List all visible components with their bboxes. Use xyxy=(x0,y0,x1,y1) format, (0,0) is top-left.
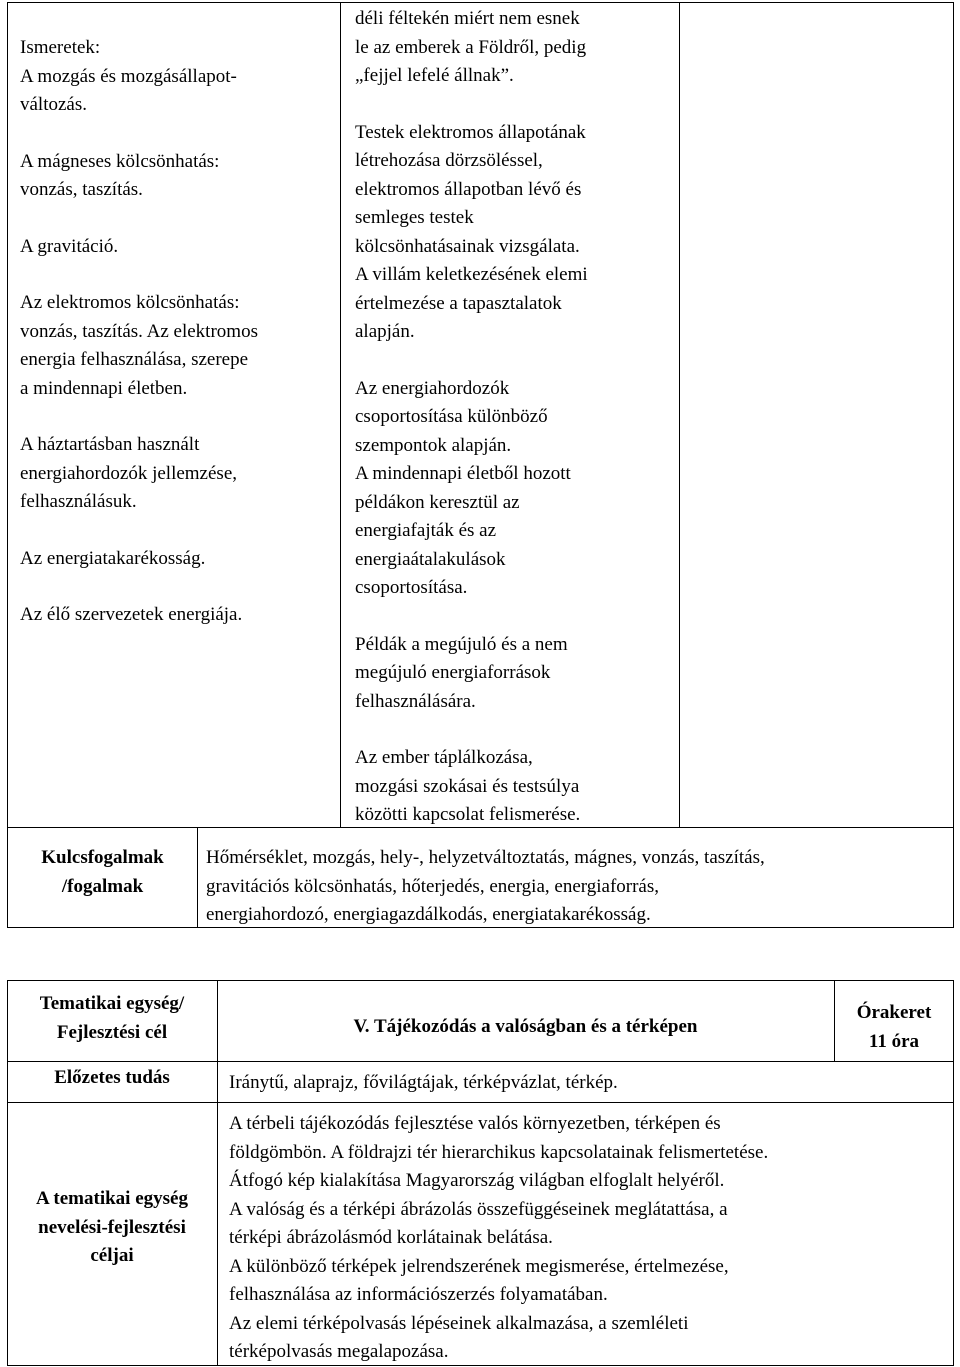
kulcsfogalmak-text-line: energiahordozó, energiagazdálkodás, energiatakarékosság. xyxy=(206,904,651,925)
fejlesztes-line: példákon keresztül az xyxy=(355,491,520,513)
table-border-top xyxy=(7,2,954,3)
fejlesztes-line: Az energiahordozók xyxy=(355,377,510,399)
fejlesztes-line: Példák a megújuló és a nem xyxy=(355,633,568,655)
kulcsfogalmak-label-line: Kulcsfogalmak xyxy=(41,847,164,868)
orakeret-cell xyxy=(834,999,954,1056)
fejlesztes-line: kölcsönhatásainak vizsgálata. xyxy=(355,235,580,257)
unit-header-label-line: Tematikai egység/ xyxy=(39,993,185,1014)
celok-text-line: A különböző térképek jelrendszerének megismerése, értelmezése, xyxy=(229,1255,729,1277)
fejlesztes-line: mozgási szokásai és testsúlya xyxy=(355,775,580,797)
unit-border-top xyxy=(7,980,954,981)
keyword-divider xyxy=(197,827,198,928)
column-divider-1 xyxy=(340,2,341,827)
fejlesztes-line: „fejjel lefelé állnak”. xyxy=(355,65,514,86)
celok-text-line: Az elemi térképolvasás lépéseinek alkalmazása, a szemléleti xyxy=(229,1312,689,1334)
table-border-right xyxy=(953,2,954,928)
column-divider-2 xyxy=(679,2,680,827)
orakeret-value: 11 óra xyxy=(868,1030,920,1052)
ismeretek-line: energia felhasználása, szerepe xyxy=(20,349,249,370)
ismeretek-line: energiahordozók jellemzése, xyxy=(20,462,237,484)
fejlesztes-line: szempontok alapján. xyxy=(355,434,512,456)
celok-label-line: A tematikai egység xyxy=(36,1188,188,1209)
celok-text-line: térképolvasás megalapozása. xyxy=(229,1341,449,1362)
ismeretek-line: Az elektromos kölcsönhatás: xyxy=(20,292,240,313)
ismeretek-line: A háztartásban használt xyxy=(20,434,200,455)
elozetes-tudas-text: Iránytű, alaprajz, fővilágtájak, térképvázlat, térkép. xyxy=(229,1072,618,1093)
table-border-left xyxy=(7,2,8,928)
ismeretek-line: vonzás, taszítás. xyxy=(20,179,143,200)
fejlesztes-line: le az emberek a Földről, pedig xyxy=(355,36,587,58)
fejlesztes-line: közötti kapcsolat felismerése. xyxy=(355,804,581,825)
unit-title: V. Tájékozódás a valóságban és a térképen xyxy=(353,1016,698,1037)
ismeretek-line: Az energiatakarékosság. xyxy=(20,547,206,569)
celok-text-line: Átfogó kép kialakítása Magyarország világban elfoglalt helyéről. xyxy=(229,1170,725,1191)
fejlesztes-line: csoportosítása. xyxy=(355,577,468,598)
celok-label-line: nevelési-fejlesztési xyxy=(38,1216,186,1238)
fejlesztes-line: déli féltekén miért nem esnek xyxy=(355,8,580,29)
celok-label xyxy=(7,1185,217,1271)
fejlesztes-line: semleges testek xyxy=(355,207,474,228)
fejlesztes-cell xyxy=(355,5,588,830)
ismeretek-line: a mindennapi életben. xyxy=(20,377,188,399)
celok-label-line: céljai xyxy=(90,1245,134,1266)
fejlesztes-line: Az ember táplálkozása, xyxy=(355,747,533,768)
ismeretek-line: felhasználásuk. xyxy=(20,491,137,512)
unit-row-divider-1 xyxy=(7,1061,954,1062)
celok-text-line: térképi ábrázolásmód korlátainak belátása. xyxy=(229,1227,553,1248)
fejlesztes-line: A villám keletkezésének elemi xyxy=(355,264,588,285)
fejlesztes-line: elektromos állapotban lévő és xyxy=(355,178,582,200)
fejlesztes-line: energiafajták és az xyxy=(355,520,497,541)
fejlesztes-line: A mindennapi életből hozott xyxy=(355,463,571,484)
ismeretek-line: vonzás, taszítás. Az elektromos xyxy=(20,320,258,342)
kulcsfogalmak-label-line: /fogalmak xyxy=(61,875,144,897)
kulcsfogalmak-text xyxy=(206,844,765,930)
kulcsfogalmak-label xyxy=(10,844,195,901)
orakeret-label: Órakeret xyxy=(856,1002,932,1023)
elozetes-tudas-label: Előzetes tudás xyxy=(54,1067,170,1088)
ismeretek-cell xyxy=(20,34,258,630)
fejlesztes-line: megújuló energiaforrások xyxy=(355,662,551,683)
celok-text-line: A valóság és a térképi ábrázolás összefüggéseinek meglátattása, a xyxy=(229,1198,728,1220)
ismeretek-line: Az élő szervezetek energiája. xyxy=(20,604,243,625)
unit-header-label-line: Fejlesztési cél xyxy=(56,1021,168,1043)
unit-table xyxy=(7,980,954,1366)
ismeretek-line: Ismeretek: xyxy=(20,37,101,58)
unit-row-divider-2 xyxy=(7,1102,954,1103)
celok-text-line: felhasználása az információszerzés folyamatában. xyxy=(229,1284,608,1305)
fejlesztes-line: alapján. xyxy=(355,321,415,342)
fejlesztes-line: létrehozása dörzsöléssel, xyxy=(355,150,543,171)
kulcsfogalmak-text-line: Hőmérséklet, mozgás, hely-, helyzetváltoztatás, mágnes, vonzás, taszítás, xyxy=(206,847,765,868)
celok-text-line: A térbeli tájékozódás fejlesztése valós környezetben, térképen és xyxy=(229,1113,721,1134)
kulcsfogalmak-text-line: gravitációs kölcsönhatás, hőterjedés, energia, energiaforrás, xyxy=(206,875,660,897)
fejlesztes-line: Testek elektromos állapotának xyxy=(355,121,586,143)
fejlesztes-line: energiaátalakulások xyxy=(355,548,506,570)
celok-text xyxy=(229,1110,768,1367)
ismeretek-line: változás. xyxy=(20,94,88,115)
fejlesztes-line: csoportosítása különböző xyxy=(355,406,548,427)
fejlesztes-line: értelmezése a tapasztalatok xyxy=(355,292,562,314)
unit-header-label xyxy=(7,990,217,1047)
ismeretek-line: A gravitáció. xyxy=(20,235,119,257)
fejlesztes-line: felhasználására. xyxy=(355,690,476,712)
ismeretek-line: A mágneses kölcsönhatás: xyxy=(20,150,220,172)
celok-text-line: földgömbön. A földrajzi tér hierarchikus kapcsolatainak felismertetése. xyxy=(229,1141,769,1163)
ismeretek-line: A mozgás és mozgásállapot- xyxy=(20,65,237,87)
